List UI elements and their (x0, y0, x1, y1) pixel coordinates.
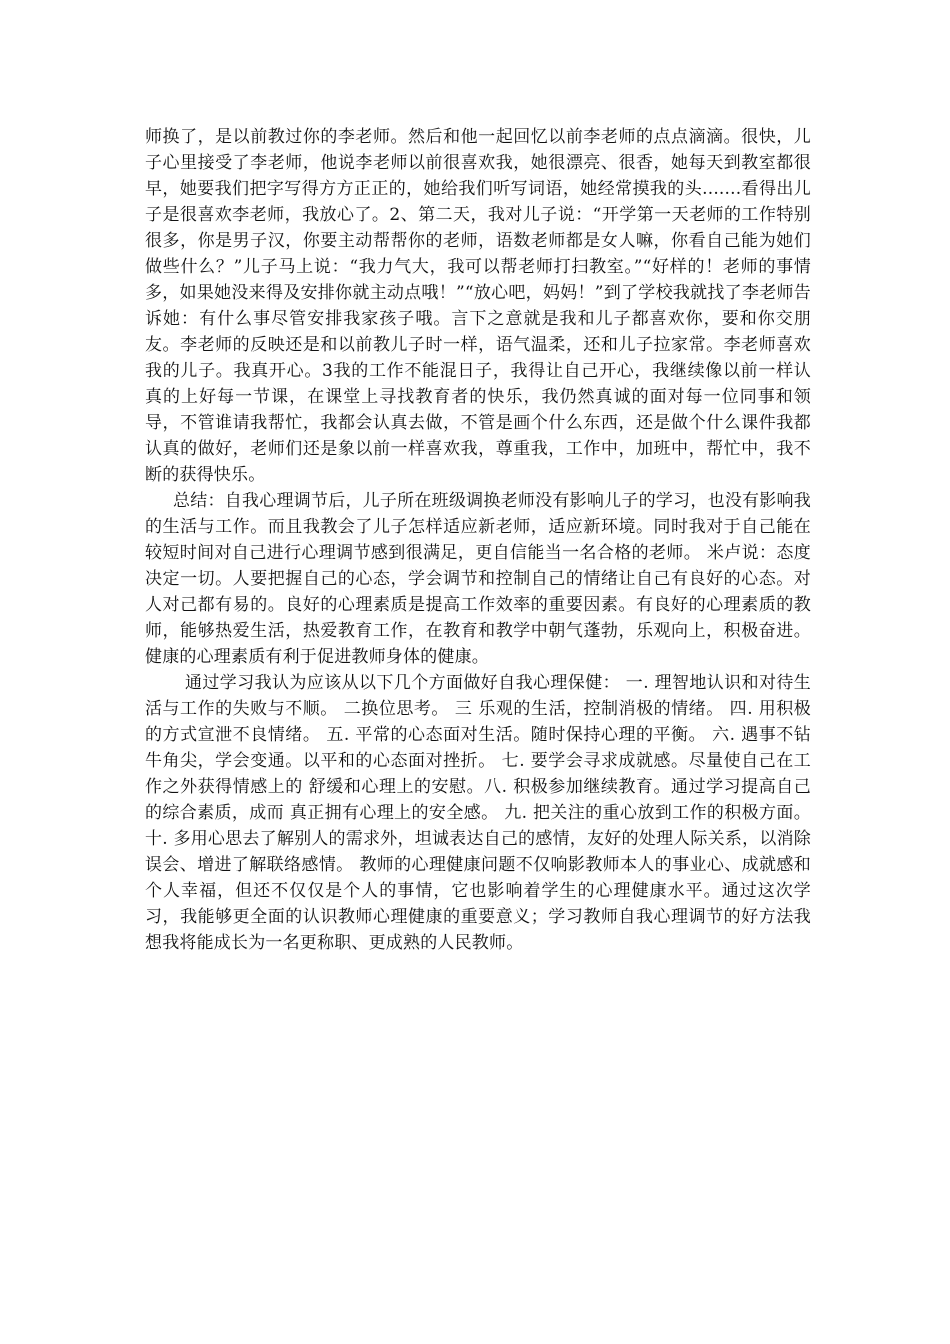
paragraph-summary: 总结：自我心理调节后，儿子所在班级调换老师没有影响儿子的学习，也没有影响我的生活与工作。而且我教会了儿子怎样适应新老师，适应新环境。同时我对于自己能在较短时间对自己进行心理调节感到很满足，更自信能当一名合格的老师。 米卢说：态度决定一切。人要把握自己的心态，学会调节和控制自己的情绪让自己有良好的心态。对人对己都有易的。良好的心理素质是提高工作效率的重要因素。有良好的心理素质的教师，能够热爱生活，热爱教育工作，在教育和教学中朝气蓬勃，乐观向上，积极奋进。健康的心理素质有利于促进教师身体的健康。 (145, 491, 811, 667)
paragraph-self-care: 通过学习我认为应该从以下几个方面做好自我心理保健： 一. 理智地认识和对待生活与工作的失败与不顺。 二换位思考。 三 乐观的生活，控制消极的情绪。 四. 用积极的方式宣泄不良情绪。 五. 平常的心态面对生活。随时保持心理的平衡。 六. 遇事不钻牛角尖，学会变通。以平和的心态面对挫折。 七. 要学会寻求成就感。尽量使自己在工作之外获得情感上的 舒缓和心理上的安慰。八. 积极参加继续教育。通过学习提高自己的综合素质，成而 真正拥有心理上的安全感。 九. 把关注的重心放到工作的积极方面。 十. 多用心思去了解别人的需求外，坦诚表达自己的感情，友好的处理人际关系，以消除误会、增进了解联络感情。 教师的心理健康问题不仅响影教师本人的事业心、成就感和个人幸福，但还不仅仅是个人的事情，它也影响着学生的心理健康水平。通过这次学习，我能够更全面的认识教师心理健康的重要意义；学习教师自我心理调节的好方法我想我将能成长为一名更称职、更成熟的人民教师。 (145, 673, 811, 953)
paragraph-story: 师换了，是以前教过你的李老师。然后和他一起回忆以前李老师的点点滴滴。很快，儿子心里接受了李老师，他说李老师以前很喜欢我，她很漂亮、很香，她每天到教室都很早，她要我们把字写得方方正正的，她给我们听写词语，她经常摸我的头.......看得出儿子是很喜欢李老师，我放心了。2、第二天，我对儿子说：“开学第一天老师的工作特别很多，你是男子汉，你要主动帮帮你的老师，语数老师都是女人嘛，你看自己能为她们做些什么？”儿子马上说：“我力气大，我可以帮老师打扫教室。”“好样的！老师的事情多，如果她没来得及安排你就主动点哦！”“放心吧，妈妈！”到了学校我就找了李老师告诉她：有什么事尽管安排我家孩子哦。言下之意就是我和儿子都喜欢你，要和你交朋友。李老师的反映还是和以前教儿子时一样，语气温柔，还和儿子拉家常。李老师喜欢我的儿子。我真开心。3我的工作不能混日子，我得让自己开心，我继续像以前一样认 真的上好每一节课，在课堂上寻找教育者的快乐，我仍然真诚的面对每一位同事和领导，不管谁请我帮忙，我都会认真去做，不管是画个什么东西，还是做个什么课件我都认真的做好，老师们还是象以前一样喜欢我，尊重我，工作中，加班中，帮忙中，我不断的获得快乐。 (145, 127, 811, 485)
document-body (145, 124, 811, 956)
